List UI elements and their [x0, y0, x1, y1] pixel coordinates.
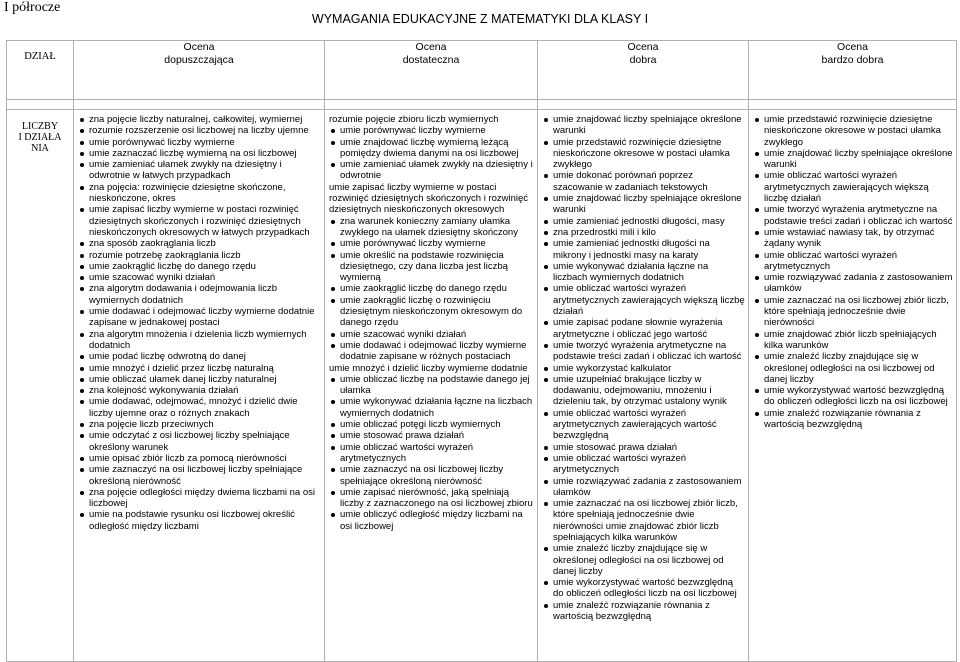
requirement-item: umie rozwiązywać zadania z zastosowaniem ułamków — [753, 272, 953, 295]
spacer-cell — [749, 100, 957, 110]
spacer-cell — [7, 100, 74, 110]
requirement-item: umie zaznaczać na osi liczbowej zbiór liczb, które spełniają jednocześnie dwie nierówności umie znajdować zbiór liczb spełniających kilka warunków — [542, 498, 745, 543]
spacer-cell — [538, 100, 749, 110]
requirement-item: umie wykorzystywać wartość bezwzględną do obliczeń odległości liczb na osi liczbowej — [753, 385, 953, 408]
requirement-item: umie podać liczbę odwrotną do danej — [78, 351, 321, 362]
requirement-item: zna pojęcia: rozwinięcie dziesiętne skończone, nieskończone, okres — [78, 182, 321, 205]
section-name — [7, 110, 74, 662]
requirement-item: umie zapisać nierówność, jaką spełniają liczby z zaznaczonego na osi liczbowej zbioru — [329, 487, 534, 510]
requirements-dostateczna — [325, 110, 538, 662]
header-grade-dostateczna — [325, 41, 538, 100]
requirement-item: umie wykonywać działania łączne na liczbach wymiernych dodatnich — [542, 261, 745, 284]
requirement-item: umie mnożyć i dzielić liczby wymierne dodatnie — [329, 362, 528, 374]
header-level-label: dobra — [629, 54, 657, 66]
requirement-item: umie opisać zbiór liczb za pomocą nierówności — [78, 453, 321, 464]
header-level-label: dostateczna — [402, 54, 460, 66]
requirement-item: umie znajdować liczby spełniające określone warunki — [542, 114, 745, 137]
requirement-item: umie odczytać z osi liczbowej liczby spełniające określony warunek — [78, 430, 321, 453]
requirements-dobra — [538, 110, 749, 662]
header-grade-dobra — [538, 41, 749, 100]
requirement-item: umie wykorzystywać wartość bezwzględną do obliczeń odległości liczb na osi liczbowej — [542, 577, 745, 600]
requirement-item: umie znaleźć rozwiązanie równania z wartością bezwzględną — [753, 408, 953, 431]
requirement-item: umie znaleźć rozwiązanie równania z wartością bezwzględną — [542, 600, 745, 623]
requirement-item: umie dodawać i odejmować liczby wymierne dodatnie zapisane w jednakowej postaci — [78, 306, 321, 329]
section-row-liczby — [7, 110, 957, 662]
page-header: I półrocze — [4, 0, 61, 15]
requirement-item: umie uzupełniać brakujące liczby w dodawaniu, odejmowaniu, mnożeniu i dzieleniu tak, by otrzymać ustalony wynik — [542, 374, 745, 408]
header-ocena-label: Ocena — [837, 41, 868, 53]
requirement-item: umie zamieniać jednostki długości na mikrony i jednostki masy na karaty — [542, 238, 745, 261]
section-name-line: NIA — [31, 143, 49, 154]
requirement-item: umie przedstawić rozwinięcie dziesiętne nieskończone okresowe w postaci ułamka zwykłego — [542, 137, 745, 171]
requirement-item: umie stosować prawa działań — [542, 442, 745, 453]
requirement-item: umie wykonywać działania łączne na liczbach wymiernych dodatnich — [329, 396, 534, 419]
requirement-item: rozumie pojęcie zbioru liczb wymiernych — [329, 114, 499, 125]
requirement-item: umie na podstawie rysunku osi liczbowej określić odległość między liczbami — [78, 509, 321, 532]
requirement-item: umie obliczać liczbę na podstawie danego jej ułamka — [329, 374, 534, 397]
requirement-item: umie obliczać wartości wyrażeń arytmetycznych — [329, 442, 534, 465]
requirement-item: zna sposób zaokrąglania liczb — [78, 238, 321, 249]
requirement-item: umie tworzyć wyrażenia arytmetyczne na podstawie treści zadań i obliczać ich wartość — [753, 204, 953, 227]
requirement-item: umie stosować prawa działań — [329, 430, 534, 441]
requirement-item: umie znajdować zbiór liczb spełniających kilka warunków — [753, 329, 953, 352]
requirement-item: umie obliczać wartości wyrażeń arytmetycznych zawierających większą liczbę działań — [542, 283, 745, 317]
requirements-list — [753, 114, 953, 430]
requirement-item: zna przedrostki mili i kilo — [542, 227, 745, 238]
spacer-cell — [325, 100, 538, 110]
requirement-item: umie znajdować liczbę wymierną leżącą pomiędzy dwiema danymi na osi liczbowej — [329, 137, 534, 160]
requirement-item: umie obliczać wartości wyrażeń arytmetycznych zawierających wartość bezwzględną — [542, 408, 745, 442]
requirement-item: umie tworzyć wyrażenia arytmetyczne na podstawie treści zadań i obliczać ich wartość — [542, 340, 745, 363]
header-grade-dopuszczajaca — [74, 41, 325, 100]
requirements-table — [6, 40, 957, 662]
requirement-item: umie zaznaczać na osi liczbowej zbiór liczb, które spełniają jednocześnie dwie nierówności — [753, 295, 953, 329]
requirement-item: umie znaleźć liczby znajdujące się w określonej odległości na osi liczbowej od danej liczby — [753, 351, 953, 385]
requirement-item: umie zaokrąglić liczbę o rozwinięciu dziesiętnym nieskończonym okresowym do danego rzędu — [329, 295, 534, 329]
requirement-item: zna algorytm dodawania i odejmowania liczb wymiernych dodatnich — [78, 283, 321, 306]
spacer-row — [7, 100, 957, 110]
header-row — [7, 41, 957, 100]
requirement-item: zna warunek konieczny zamiany ułamka zwykłego na ułamek dziesiętny skończony — [329, 216, 534, 239]
requirement-item: rozumie rozszerzenie osi liczbowej na liczby ujemne — [78, 125, 321, 136]
requirement-item: umie wykorzystać kalkulator — [542, 363, 745, 374]
requirement-item: umie szacować wyniki działań — [329, 329, 534, 340]
requirement-item: zna pojęcie liczb przeciwnych — [78, 419, 321, 430]
requirement-item: umie dokonać porównań poprzez szacowanie w zadaniach tekstowych — [542, 170, 745, 193]
requirement-item: zna algorytm mnożenia i dzielenia liczb wymiernych dodatnich — [78, 329, 321, 352]
requirement-item: umie obliczać wartości wyrażeń arytmetycznych — [542, 453, 745, 476]
requirement-item: umie dodawać i odejmować liczby wymierne dodatnie zapisane w różnych postaciach — [329, 340, 534, 363]
requirement-item: umie znaleźć liczby znajdujące się w określonej odległości na osi liczbowej od danej liczby — [542, 543, 745, 577]
header-dzial: DZIAŁ — [7, 41, 74, 100]
requirements-dopuszczajaca — [74, 110, 325, 662]
requirement-item: zna kolejność wykonywania działań — [78, 385, 321, 396]
requirement-item: umie zaokrąglić liczbę do danego rzędu — [329, 283, 534, 294]
requirement-item: umie obliczyć odległość między liczbami na osi liczbowej — [329, 509, 534, 532]
requirement-item: zna pojęcie liczby naturalnej, całkowitej, wymiernej — [78, 114, 321, 125]
requirement-item: umie znajdować liczby spełniające określone warunki — [753, 148, 953, 171]
requirement-item: umie porównywać liczby wymierne — [329, 125, 534, 136]
requirement-item: umie zapisać liczby wymierne w postaci rozwinięć dziesiętnych skończonych i rozwinięć dziesiętnych nieskończonych okresowych w łatwych przypadkach — [78, 204, 321, 238]
requirement-item: umie zaokrąglić liczbę do danego rzędu — [78, 261, 321, 272]
requirements-list — [542, 114, 745, 622]
requirement-item: umie obliczać ułamek danej liczby naturalnej — [78, 374, 321, 385]
header-level-label: dopuszczająca — [164, 54, 234, 66]
requirement-item: umie zapisać podane słownie wyrażenia arytmetyczne i obliczać jego wartość — [542, 317, 745, 340]
requirement-item: umie zamieniać ułamek zwykły na dziesiętny i odwrotnie w łatwych przypadkach — [78, 159, 321, 182]
document-title: WYMAGANIA EDUKACYJNE Z MATEMATYKI DLA KLASY I — [311, 12, 649, 26]
requirement-item: umie znajdować liczby spełniające określone warunki — [542, 193, 745, 216]
requirement-item: umie szacować wyniki działań — [78, 272, 321, 283]
requirement-item: umie zamieniać jednostki długości, masy — [542, 216, 745, 227]
requirement-item: umie porównywać liczby wymierne — [329, 238, 534, 249]
spacer-cell — [74, 100, 325, 110]
requirements-list — [329, 114, 534, 532]
header-ocena-label: Ocena — [183, 41, 215, 53]
header-grade-bardzo-dobra — [749, 41, 957, 100]
requirement-item: umie rozwiązywać zadania z zastosowaniem ułamków — [542, 476, 745, 499]
requirement-item: rozumie potrzebę zaokrąglania liczb — [78, 250, 321, 261]
requirement-item: umie obliczać wartości wyrażeń arytmetycznych — [753, 250, 953, 273]
requirements-list — [78, 114, 321, 532]
header-ocena-label: Ocena — [627, 41, 659, 53]
requirement-item: umie przedstawić rozwinięcie dziesiętne nieskończone okresowe w postaci ułamka zwykłego — [753, 114, 953, 148]
requirement-item: umie obliczać potęgi liczb wymiernych — [329, 419, 534, 430]
requirement-item: umie wstawiać nawiasy tak, by otrzymać żądany wynik — [753, 227, 953, 250]
requirement-item: zna pojęcie odległości między dwiema liczbami na osi liczbowej — [78, 487, 321, 510]
requirement-item: umie obliczać wartości wyrażeń arytmetycznych zawierających większą liczbę działań — [753, 170, 953, 204]
requirement-item: umie dodawać, odejmować, mnożyć i dzielić dwie liczby ujemne oraz o różnych znakach — [78, 396, 321, 419]
section-name-line: I DZIAŁA — [18, 132, 62, 143]
requirement-item: umie porównywać liczby wymierne — [78, 137, 321, 148]
requirement-item: umie zaznaczyć na osi liczbowej liczby spełniające określoną nierówność — [329, 464, 534, 487]
requirement-item: umie zapisać liczby wymierne w postaci rozwinięć dziesiętnych skończonych i rozwinięć dziesiętnych nieskończonych okresowych — [329, 181, 529, 216]
requirements-bardzo-dobra — [749, 110, 957, 662]
header-ocena-label: Ocena — [415, 41, 447, 53]
header-level-label: bardzo dobra — [821, 54, 884, 66]
requirement-item: umie zaznaczyć na osi liczbowej liczby spełniające określoną nierówność — [78, 464, 321, 487]
requirement-item: umie zamieniać ułamek zwykły na dziesiętny i odwrotnie — [329, 159, 534, 182]
requirement-item: umie mnożyć i dzielić przez liczbę naturalną — [78, 363, 321, 374]
requirement-item: umie określić na podstawie rozwinięcia dziesiętnego, czy dana liczba jest liczbą wymierną — [329, 250, 534, 284]
section-name-line: LICZBY — [21, 121, 59, 132]
requirement-item: umie zaznaczać liczbę wymierną na osi liczbowej — [78, 148, 321, 159]
